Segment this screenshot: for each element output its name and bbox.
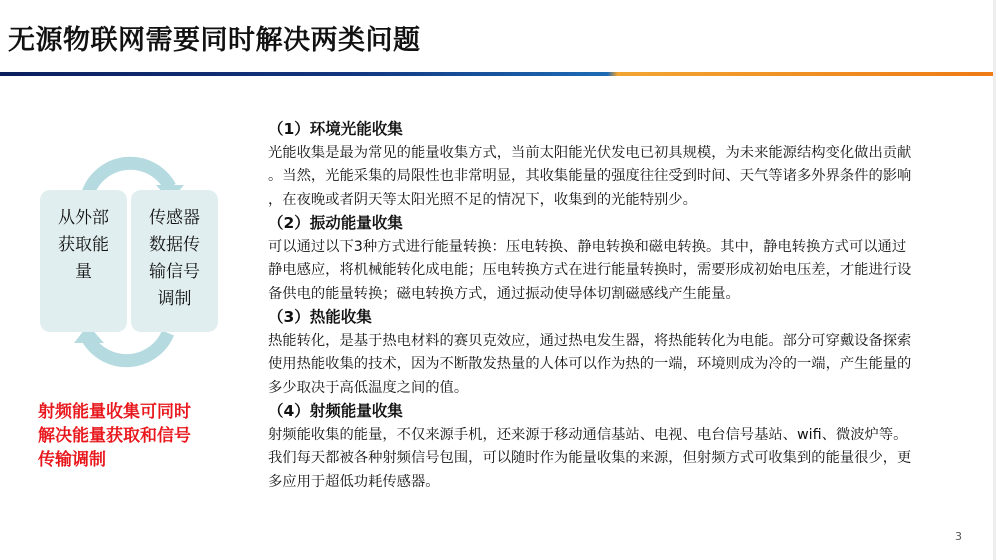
box-text: 获取能 bbox=[58, 235, 109, 255]
paragraph-line: 热能转化，是基于热电材料的赛贝克效应，通过热电发生器，将热能转化为电能。部分可穿戴设备探索 bbox=[268, 332, 912, 349]
signal-modulation-box bbox=[131, 190, 218, 332]
energy-acquisition-box bbox=[40, 190, 127, 332]
paragraph-line: 使用热能收集的技术，因为不断散发热量的人体可以作为热的一端，环境则成为冷的一端，产生能量的 bbox=[268, 356, 912, 372]
box-text: 传感器 bbox=[149, 208, 200, 228]
section-heading: （1）环境光能收集 bbox=[268, 120, 403, 138]
note-line: 传输调制 bbox=[38, 450, 106, 470]
paragraph-line: 静电感应，将机械能转化成电能；压电转换方式在进行能量转换时，需要形成初始电压差，才能进行设 bbox=[268, 262, 912, 278]
paragraph-line: 光能收集是最为常见的能量收集方式，当前太阳能光伏发电已初具规模，为未来能源结构变化做出贡献 bbox=[268, 144, 912, 161]
paragraph-line: 。当然，光能采集的局限性也非常明显，其收集能量的强度往往受到时间、天气等诸多外界条件的影响 bbox=[268, 168, 912, 184]
section-heading: （4）射频能量收集 bbox=[268, 402, 403, 420]
slide-title: 无源物联网需要同时解决两类问题 bbox=[8, 25, 421, 56]
cycle-diagram bbox=[30, 135, 230, 375]
section-light bbox=[268, 118, 988, 212]
paragraph-line: 多少取决于高低温度之间的值。 bbox=[268, 379, 469, 396]
note-line: 射频能量收集可同时 bbox=[38, 402, 191, 422]
section-heading: （2）振动能量收集 bbox=[268, 214, 403, 232]
rf-harvesting-note bbox=[38, 400, 191, 472]
title-underline-bar bbox=[0, 72, 996, 76]
section-vibration bbox=[268, 212, 988, 306]
note-line: 解决能量获取和信号 bbox=[38, 426, 191, 446]
paragraph-line: 射频能收集的能量，不仅来源手机，还来源于移动通信基站、电视、电台信号基站、wifi、微波炉等。 bbox=[268, 426, 908, 443]
box-text: 调制 bbox=[157, 289, 192, 309]
paragraph-line: 多应用于超低功耗传感器。 bbox=[268, 473, 440, 490]
box-text: 数据传 bbox=[149, 235, 200, 255]
paragraph-line: 我们每天都被各种射频信号包围，可以随时作为能量收集的来源，但射频方式可收集到的能量很少，更 bbox=[268, 450, 912, 466]
paragraph-line: ，在夜晚或者阴天等太阳光照不足的情况下，收集到的光能特别少。 bbox=[268, 191, 697, 208]
paragraph-line: 可以通过以下3种方式进行能量转换：压电转换、静电转换和磁电转换。其中，静电转换方式可以通过 bbox=[268, 238, 907, 255]
page-number: 3 bbox=[955, 530, 962, 543]
box-text: 量 bbox=[75, 262, 92, 282]
section-heading: （3）热能收集 bbox=[268, 308, 372, 326]
box-text: 输信号 bbox=[149, 262, 200, 282]
paragraph-line: 备供电的能量转换；磁电转换方式，通过振动使导体切割磁感线产生能量。 bbox=[268, 285, 740, 302]
box-text: 从外部 bbox=[58, 208, 109, 228]
content-body bbox=[268, 118, 988, 494]
section-thermal bbox=[268, 306, 988, 400]
section-rf bbox=[268, 400, 988, 494]
